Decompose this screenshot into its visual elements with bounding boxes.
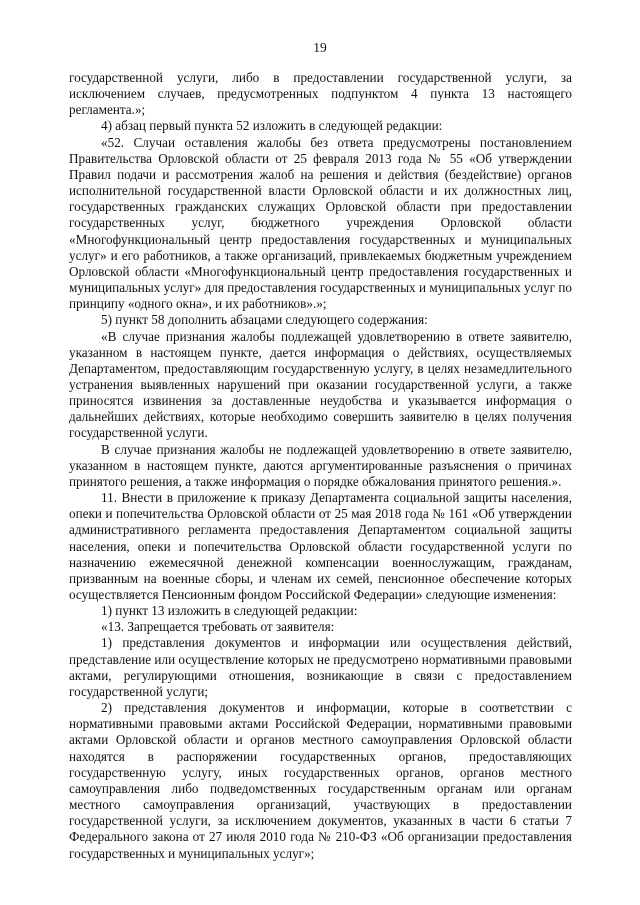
paragraph: государственной услуги, либо в предоставлении государственной услуги, за исключением случаев, предусмотренных подпунктом 4 пункта 13 настоящего регламента.»; [69,70,572,118]
paragraph: 4) абзац первый пункта 52 изложить в следующей редакции: [101,118,443,134]
document-body [69,70,572,862]
paragraph: В случае признания жалобы не подлежащей удовлетворению в ответе заявителю, указанном в настоящем пункте, даются аргументированные разъяснения о причинах принятого решения, а также информация о порядке обжалования принятого решения.». [69,441,572,489]
paragraph: «В случае признания жалобы подлежащей удовлетворению в ответе заявителю, указанном в настоящем пункте, дается информация о действиях, осуществляемых Департаментом, предоставляющим государственную услугу, в целях незамедлительного устранения выявленных нарушений при оказании государственной услуги, а также приносятся извинения за доставленные неудобства и указывается информация о дальнейших действиях, которые необходимо совершить заявителю в целях получения государственной услуги. [69,328,572,441]
paragraph: «13. Запрещается требовать от заявителя: [101,619,335,635]
paragraph: 11. Внести в приложение к приказу Департамента социальной защиты населения, опеки и попечительства Орловской области от 25 мая 2018 года № 161 «Об утверждении административного регламента предоставления Департаментом социальной защиты населения, опеки и попечительства Орловской области государственной услуги по назначению ежемесячной денежной компенсации военнослужащим, гражданам, призванным на военные сборы, и членам их семей, пенсионное обеспечение которых осуществляется Пенсионным фондом Российской Федерации» следующие изменения: [69,490,572,602]
page-number: 19 [313,40,327,55]
paragraph: 1) пункт 13 изложить в следующей редакции: [101,603,358,619]
paragraph: 2) представления документов и информации, которые в соответствии с нормативными правовыми актами Российской Федерации, нормативными правовыми актами Орловской области и органов местного самоуправления Орловской области находятся в распоряжении государственных органов, предоставляющих государственную услугу, иных государственных органов, органов местного самоуправления либо подведомственных государственным органам или органам местного самоуправления организаций, участвующих в предоставлении государственной услуги, за исключением документов, указанных в части 6 статьи 7 Федерального закона от 27 июля 2010 года № 210-ФЗ «Об организации предоставления государственных и муниципальных услуг»; [69,700,572,861]
paragraph: 5) пункт 58 дополнить абзацами следующего содержания: [101,312,428,328]
paragraph: 1) представления документов и информации или осуществления действий, представление или осуществление которых не предусмотрено нормативными правовыми актами, регулирующими отношения, возникающие в связи с предоставлением государственной услуги; [69,635,572,699]
paragraph: «52. Случаи оставления жалобы без ответа предусмотрены постановлением Правительства Орловской области от 25 февраля 2013 года № 55 «Об утверждении Правил подачи и рассмотрения жалоб на решения и действия (бездействие) органов исполнительной государственной власти Орловской области и их должностных лиц, государственных гражданских служащих Орловской области при предоставлении государственных услуг, бюджетного учреждения Орловской области «Многофункциональный центр предоставления государственных и муниципальных услуг» и его работников, а также организаций, привлекаемых бюджетным учреждением Орловской области «Многофункциональный центр предоставления государственных и муниципальных услуг» для предоставления государственных и муниципальных услуг по принципу «одного окна», и их работников».»; [69,134,572,312]
